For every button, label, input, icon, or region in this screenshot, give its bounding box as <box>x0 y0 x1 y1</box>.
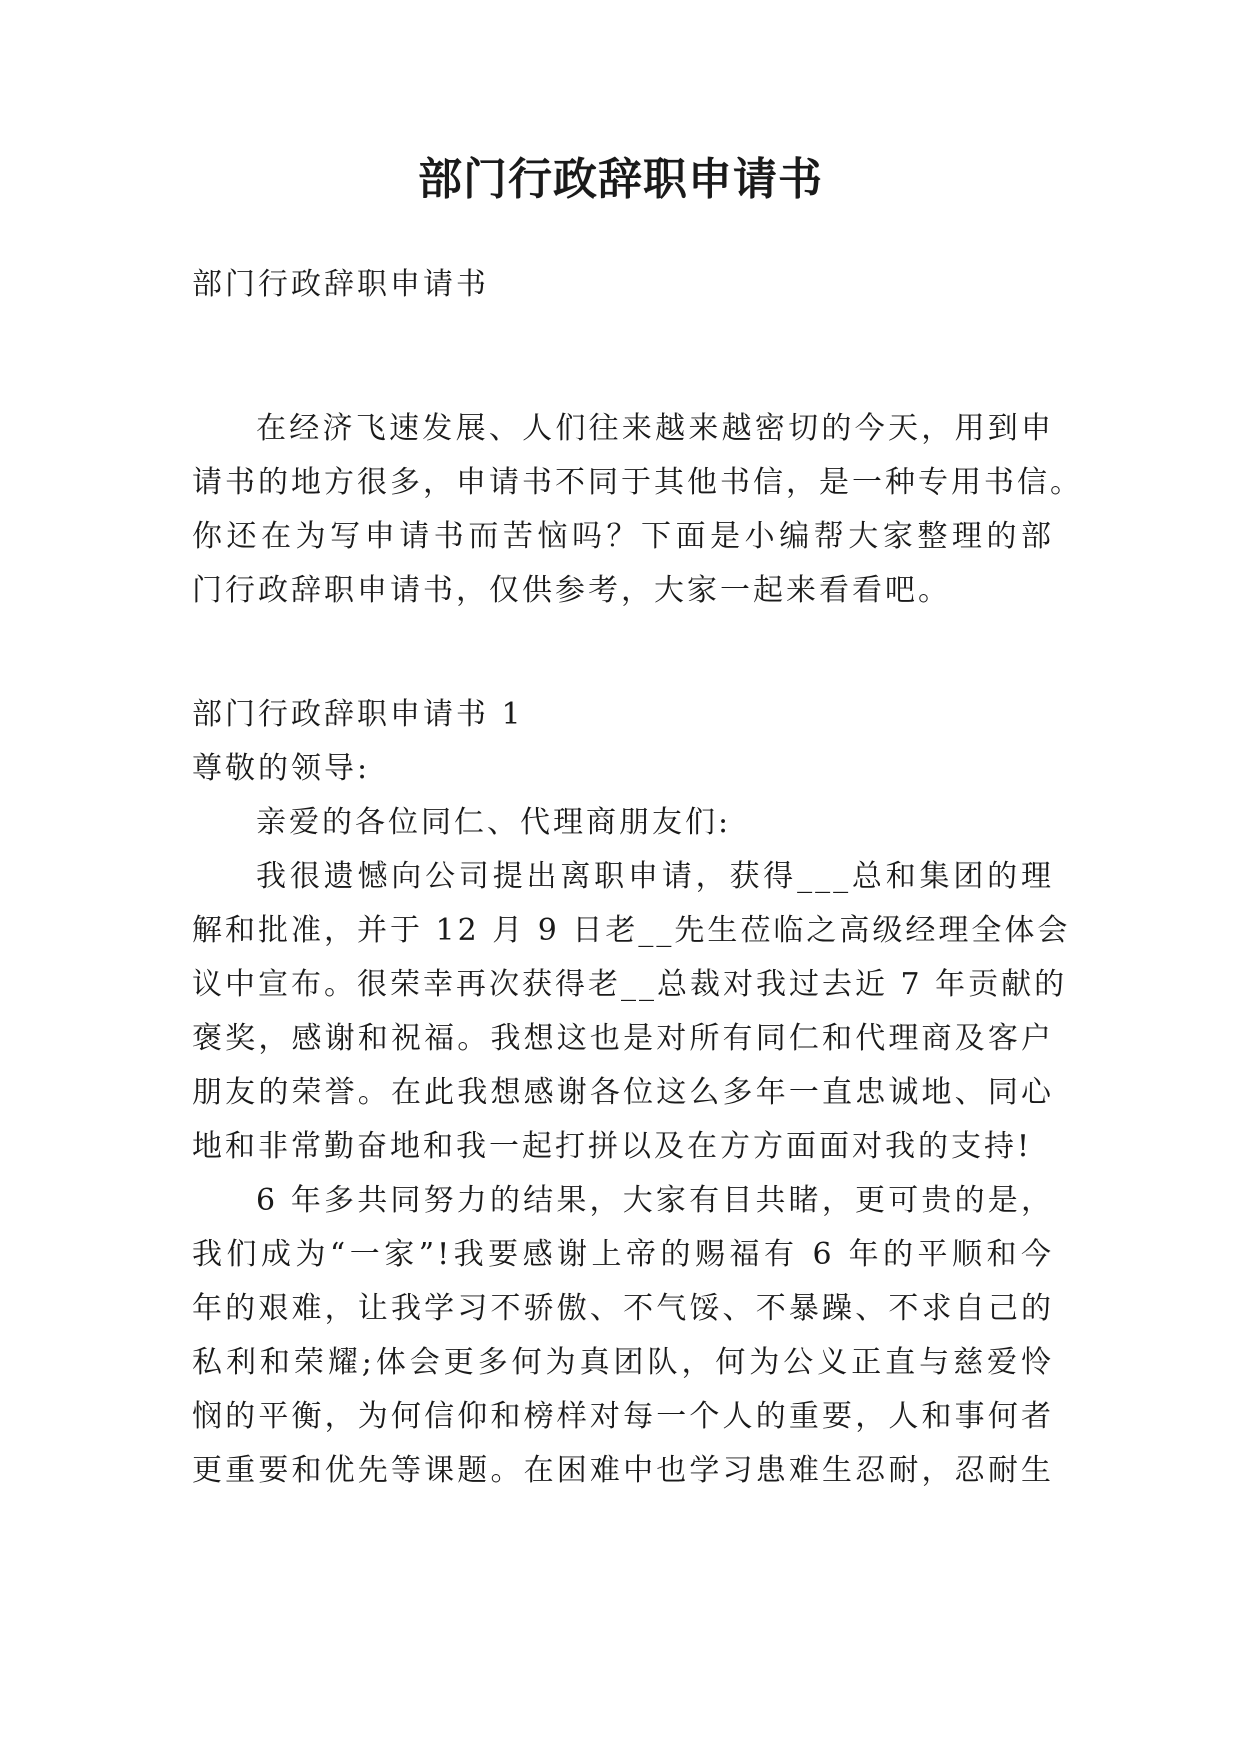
paragraph2-line: 悯的平衡，为何信仰和榜样对每一个人的重要，人和事何者 <box>192 1399 1054 1434</box>
salutation: 尊敬的领导: <box>192 751 371 786</box>
paragraph1-line: 朋友的荣誉。在此我想感谢各位这么多年一直忠诚地、同心 <box>192 1075 1054 1110</box>
paragraph1-line: 解和批准，并于 12 月 9 日老__先生莅临之高级经理全体会 <box>192 913 1071 948</box>
paragraph1-line: 褒奖，感谢和祝福。我想这也是对所有同仁和代理商及客户 <box>192 1021 1054 1056</box>
paragraph1-line: 地和非常勤奋地和我一起打拼以及在方方面面对我的支持! <box>192 1129 1033 1164</box>
letter-section <box>192 688 1071 1498</box>
section-heading: 部门行政辞职申请书 1 <box>192 697 524 732</box>
paragraph1-line: 我很遗憾向公司提出离职申请，获得___总和集团的理 <box>256 859 1054 894</box>
paragraph2-line: 年的艰难，让我学习不骄傲、不气馁、不暴躁、不求自己的 <box>192 1291 1054 1326</box>
greeting: 亲爱的各位同仁、代理商朋友们: <box>256 805 732 840</box>
intro-paragraph <box>192 402 1083 618</box>
paragraph2-line: 私利和荣耀;体会更多何为真团队，何为公义正直与慈爱怜 <box>192 1345 1054 1380</box>
document-subtitle <box>192 258 1054 312</box>
paragraph1-line: 议中宣布。很荣幸再次获得老__总裁对我过去近 7 年贡献的 <box>192 967 1068 1002</box>
document-title: 部门行政辞职申请书 <box>418 154 823 205</box>
paragraph2-line: 6 年多共同努力的结果，大家有目共睹，更可贵的是， <box>256 1183 1054 1218</box>
intro-line: 门行政辞职申请书，仅供参考，大家一起来看看吧。 <box>192 573 951 608</box>
intro-line: 请书的地方很多，申请书不同于其他书信，是一种专用书信。 <box>192 465 1083 500</box>
subtitle-line: 部门行政辞职申请书 <box>192 267 489 302</box>
intro-line: 你还在为写申请书而苦恼吗？下面是小编帮大家整理的部 <box>192 519 1054 554</box>
paragraph2-line: 我们成为“一家”!我要感谢上帝的赐福有 6 年的平顺和今 <box>192 1237 1054 1272</box>
intro-line: 在经济飞速发展、人们往来越来越密切的今天，用到申 <box>256 411 1054 446</box>
paragraph2-line: 更重要和优先等课题。在困难中也学习患难生忍耐，忍耐生 <box>192 1453 1054 1488</box>
